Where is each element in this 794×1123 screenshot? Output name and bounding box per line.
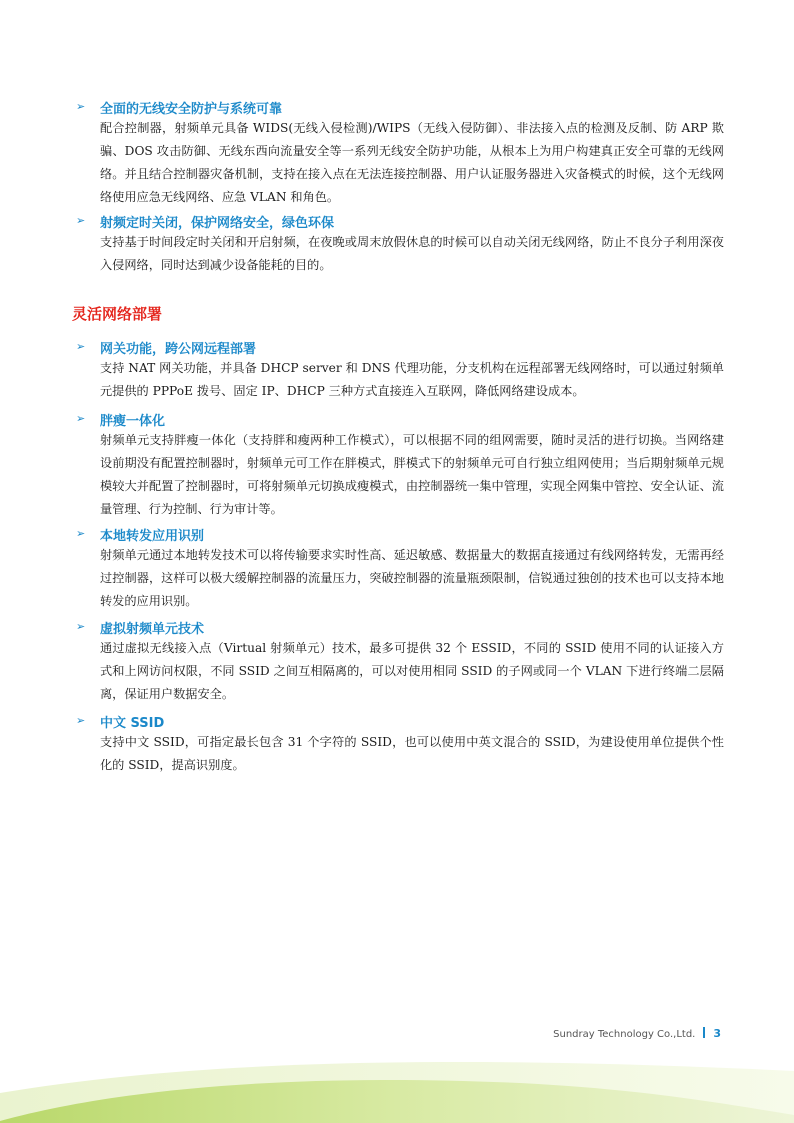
item-title-fat-thin: 胖瘦一体化: [100, 414, 166, 429]
item-body-fat-thin: 射频单元支持胖瘦一体化（支持胖和瘦两种工作模式），可以根据不同的组网需要，随时灵活的进行切换。当网络建设前期没有配置控制器时，射频单元可工作在胖模式，胖模式下的射频单元可自行独立组网使用；当后期射频单元规模较大并配置了控制器时，可将射频单元切换成瘦模式，由控制器统一集中管理，实现全网集中管控、安全认证、流量管理、行为控制、行为审计等。: [100, 433, 724, 516]
bullet-icon: ➢: [76, 620, 86, 633]
item-title-chinese-ssid: 中文 SSID: [100, 716, 165, 731]
bullet-icon: ➢: [76, 340, 86, 353]
section-title-flexible-deployment: 灵活网络部署: [72, 305, 163, 323]
page-number: 3: [713, 1027, 721, 1040]
page-footer: [553, 1027, 721, 1040]
item-title-local-forwarding: 本地转发应用识别: [100, 529, 205, 544]
item-title-virtual-ap: 虚拟射频单元技术: [100, 622, 205, 637]
item-body-wireless-security: 配合控制器，射频单元具备 WIDS(无线入侵检测)/WIPS（无线入侵防御）、非法接入点的检测及反制、防 ARP 欺骗、DOS 攻击防御、无线东西向流量安全等一系列无线安全防护功能，从根本上为用户构建真正安全可靠的无线网络。并且结合控制器灾备机制，支持在接入点在无法连接控制器、用户认证服务器进入灾备模式的时候，这个无线网络使用应急无线网络、应急 VLAN 和角色。: [100, 121, 724, 204]
decorative-wave-graphic: [0, 1043, 794, 1123]
bullet-icon: ➢: [76, 714, 86, 727]
item-title-gateway: 网关功能，跨公网远程部署: [100, 342, 257, 357]
item-title-radio-schedule: 射频定时关闭，保护网络安全，绿色环保: [100, 216, 335, 231]
item-title-wireless-security: 全面的无线安全防护与系统可靠: [100, 102, 283, 117]
bullet-icon: ➢: [76, 214, 86, 227]
footer-divider: [703, 1027, 705, 1038]
item-body-local-forwarding: 射频单元通过本地转发技术可以将传输要求实时性高、延迟敏感、数据量大的数据直接通过有线网络转发，无需再经过控制器，这样可以极大缓解控制器的流量压力，突破控制器的流量瓶颈限制，信锐通过独创的技术也可以支持本地转发的应用识别。: [100, 548, 724, 608]
bullet-icon: ➢: [76, 527, 86, 540]
footer-company: Sundray Technology Co.,Ltd.: [553, 1029, 696, 1040]
item-body-virtual-ap: 通过虚拟无线接入点（Virtual 射频单元）技术，最多可提供 32 个 ESSID，不同的 SSID 使用不同的认证接入方式和上网访问权限，不同 SSID 之间互相隔离的，可以对使用相同 SSID 的子网或同一个 VLAN 下进行终端二层隔离，保证用户数据安全。: [100, 641, 724, 701]
item-body-radio-schedule: 支持基于时间段定时关闭和开启射频，在夜晚或周末放假休息的时候可以自动关闭无线网络，防止不良分子利用深夜入侵网络，同时达到减少设备能耗的目的。: [100, 235, 724, 272]
bullet-icon: ➢: [76, 100, 86, 113]
bullet-icon: ➢: [76, 412, 86, 425]
item-body-gateway: 支持 NAT 网关功能，并具备 DHCP server 和 DNS 代理功能，分支机构在远程部署无线网络时，可以通过射频单元提供的 PPPoE 拨号、固定 IP、DHCP 三种方式直接连入互联网，降低网络建设成本。: [100, 361, 724, 398]
item-body-chinese-ssid: 支持中文 SSID，可指定最长包含 31 个字符的 SSID，也可以使用中英文混合的 SSID，为建设使用单位提供个性化的 SSID，提高识别度。: [100, 735, 724, 772]
